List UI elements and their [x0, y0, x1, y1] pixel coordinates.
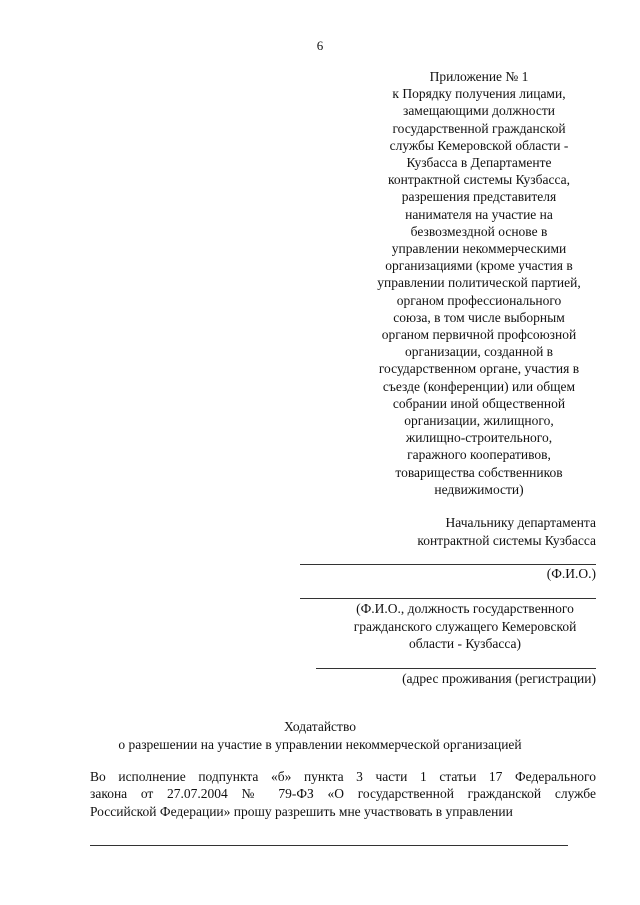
position-caption-line: гражданского служащего Кемеровской — [353, 618, 577, 634]
addressee-block — [360, 514, 596, 549]
appendix-line: органом первичной профсоюзной — [381, 327, 577, 343]
appendix-block — [348, 68, 610, 498]
body-line: закона от 27.07.2004 № 79-ФЗ «О государственной гражданской службе — [90, 786, 596, 802]
appendix-line: организациями (кроме участия в — [385, 258, 573, 274]
appendix-line: к Порядку получения лицами, — [392, 86, 566, 102]
petition-heading — [0, 718, 640, 753]
position-caption-line: (Ф.И.О., должность государственного — [356, 601, 574, 616]
appendix-line: службы Кемеровской области - — [389, 137, 569, 153]
appendix-line: государственном органе, участия в — [378, 361, 580, 377]
appendix-line: организации, жилищного, — [404, 413, 554, 429]
body-fill-underline — [90, 845, 568, 846]
addressee-line: Начальнику департамента — [445, 515, 596, 530]
appendix-line: Кузбасса в Департаменте — [406, 155, 552, 171]
appendix-line: собрании иной общественной — [392, 395, 566, 411]
appendix-line: органом профессионального — [396, 292, 562, 308]
address-underline — [316, 668, 596, 669]
position-caption — [320, 600, 610, 653]
appendix-line: недвижимости) — [434, 481, 524, 497]
position-underline — [300, 598, 596, 599]
appendix-line: управлении политической партией, — [377, 275, 581, 291]
addressee-line: контрактной системы Кузбасса — [417, 532, 596, 548]
appendix-line: товарищества собственников — [395, 464, 563, 480]
appendix-line: контрактной системы Кузбасса, — [387, 172, 571, 188]
petition-body — [90, 768, 596, 820]
appendix-line: Приложение № 1 — [429, 69, 529, 84]
petition-subtitle: о разрешении на участие в управлении некоммерческой организацией — [118, 736, 522, 752]
appendix-line: съезде (конференции) или общем — [382, 378, 576, 394]
appendix-line: безвозмездной основе в — [410, 223, 548, 239]
appendix-line: замещающими должности — [402, 103, 556, 119]
position-caption-line: области - Кузбасса) — [409, 636, 521, 651]
petition-title: Ходатайство — [284, 719, 356, 734]
page-number: 6 — [316, 38, 324, 53]
appendix-line: нанимателя на участие на — [405, 206, 553, 222]
appendix-line: жилищно-строительного, — [405, 430, 553, 446]
address-caption: (адрес проживания (регистрации) — [402, 671, 596, 686]
body-line: Российской Федерации» прошу разрешить мне участвовать в управлении — [90, 803, 513, 819]
body-line: Во исполнение подпункта «б» пункта 3 части 1 статьи 17 Федерального — [90, 769, 596, 784]
appendix-line: государственной гражданской — [392, 120, 566, 136]
appendix-line: гаражного кооперативов, — [407, 447, 551, 463]
appendix-line: организации, созданной в — [404, 344, 554, 360]
appendix-line: разрешения представителя — [401, 189, 557, 205]
appendix-line: союза, в том числе выборным — [393, 309, 565, 325]
appendix-line: управлении некоммерческими — [391, 241, 567, 257]
fio-caption: (Ф.И.О.) — [546, 566, 596, 581]
